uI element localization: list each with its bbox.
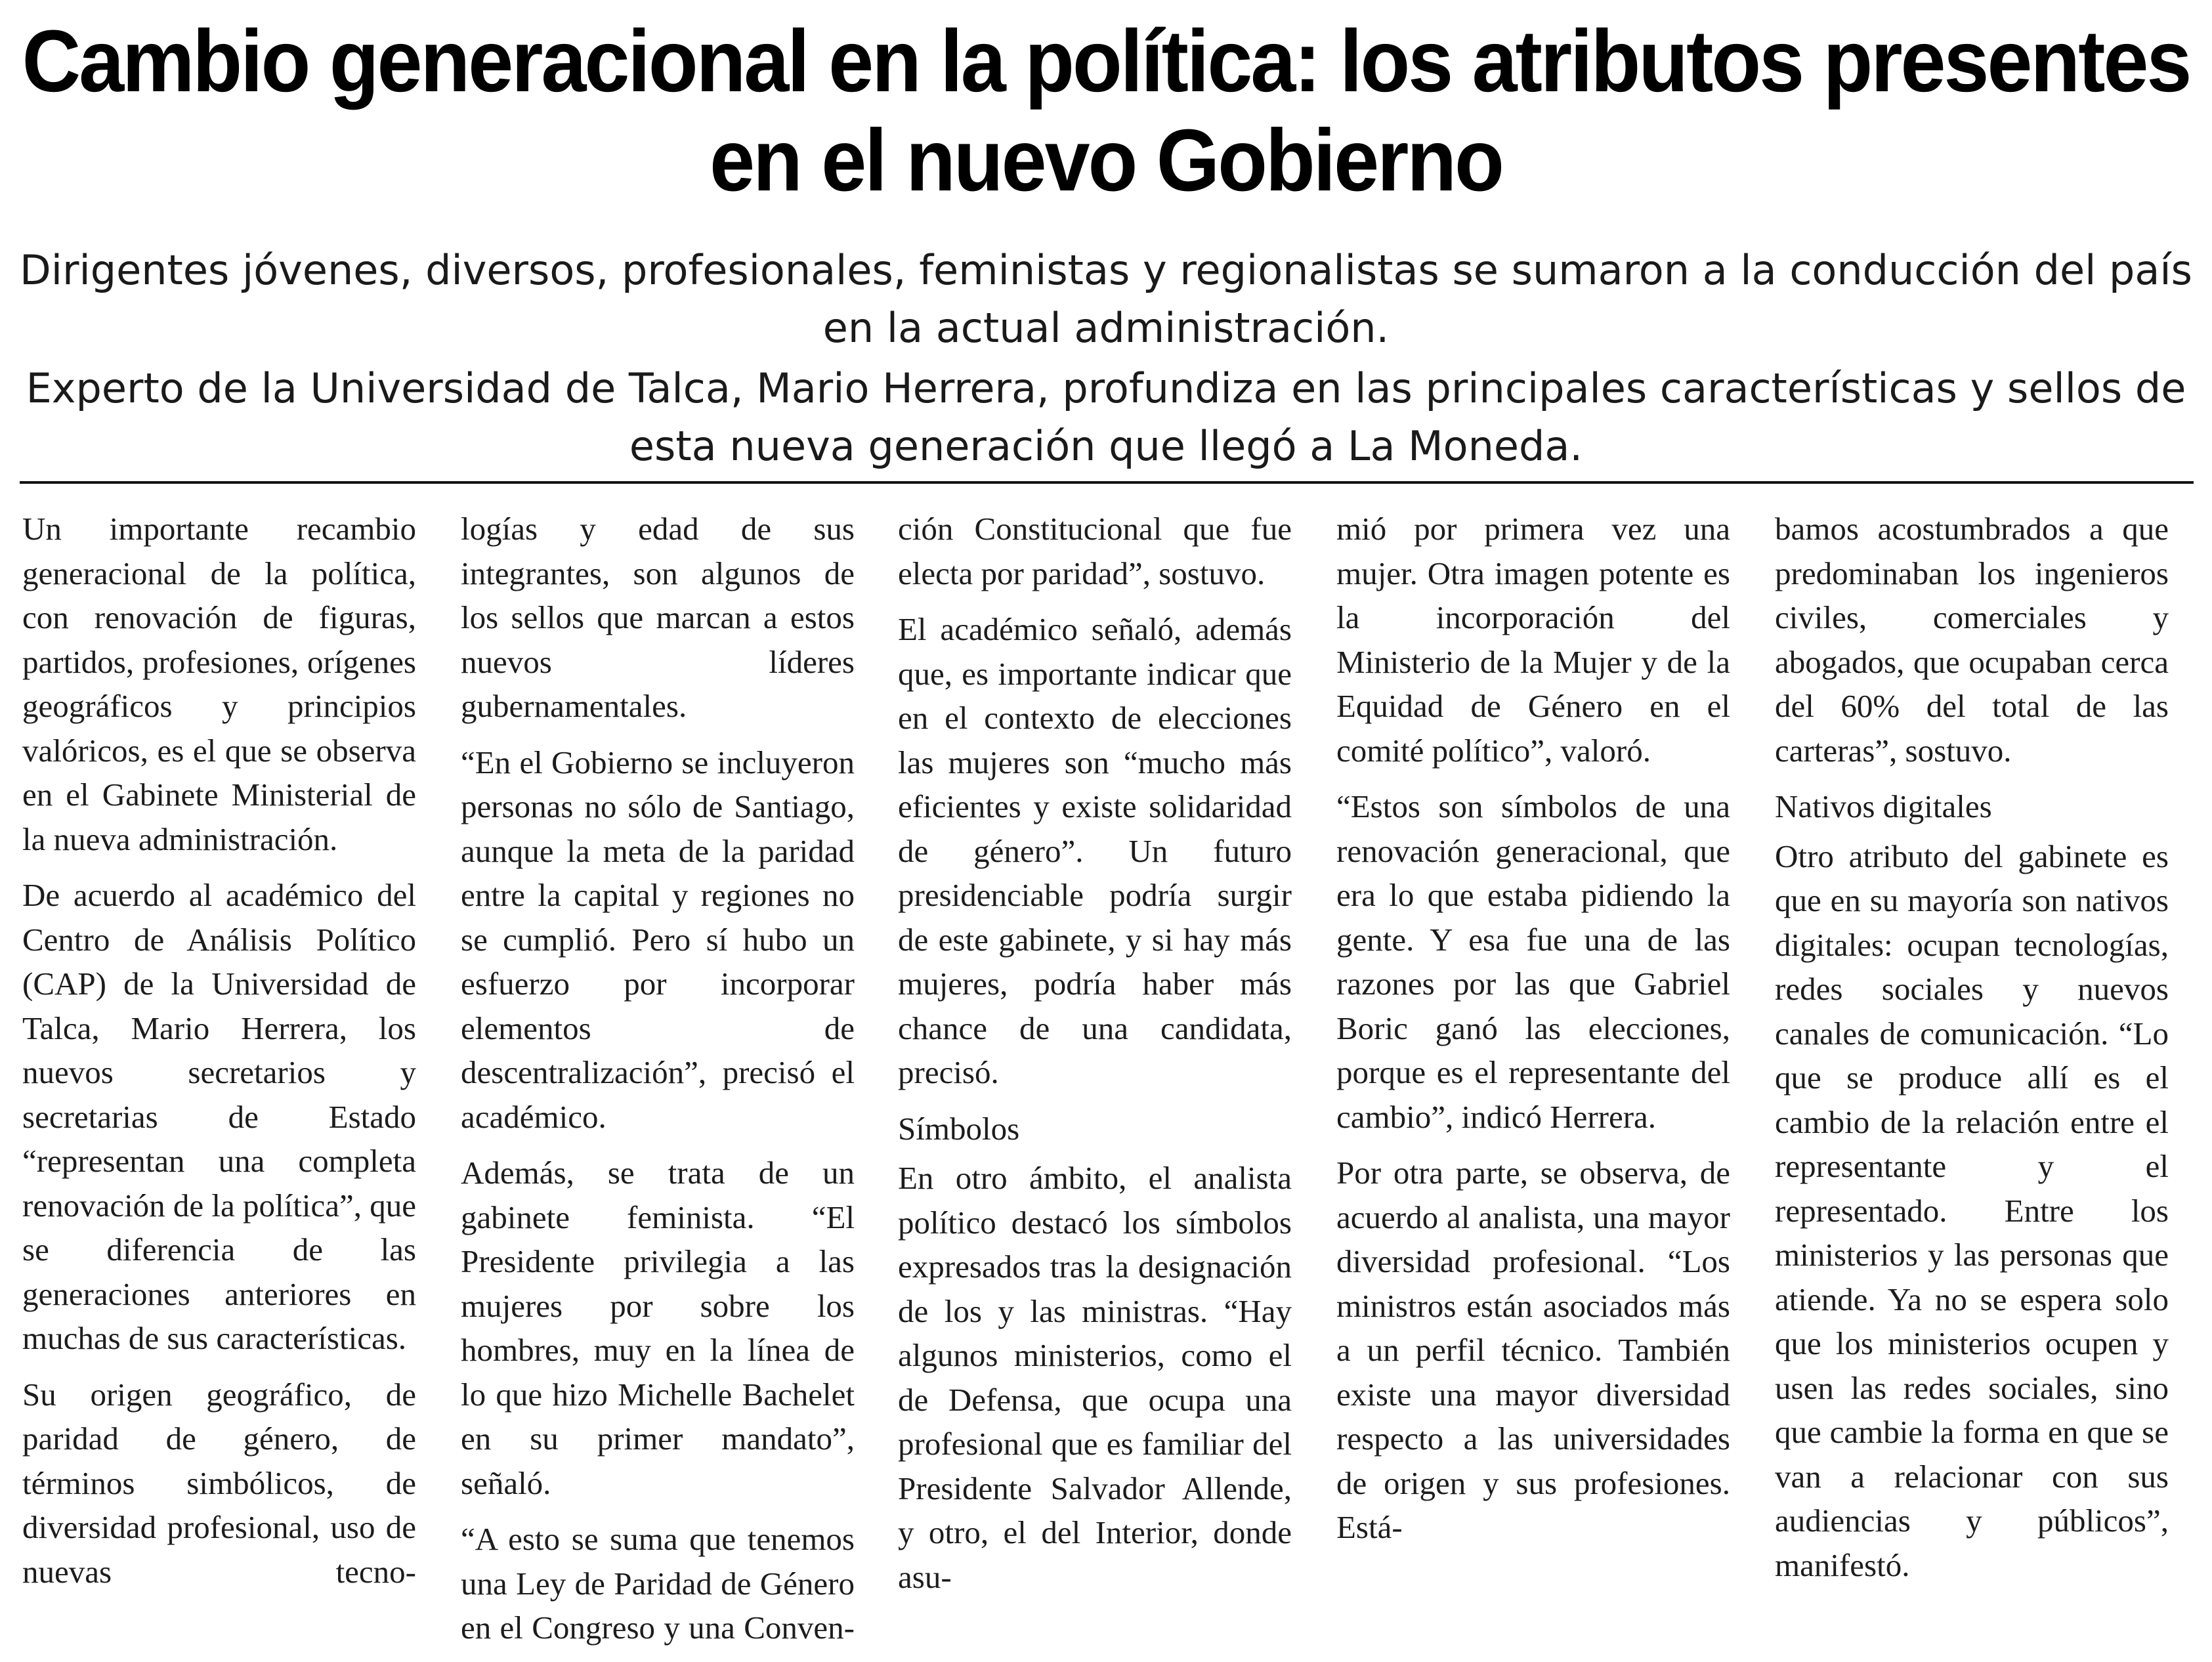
body-paragraph: logías y edad de sus integrantes, son algunos de los sellos que marcan a estos nuevos líderes gubernamentales. — [461, 511, 855, 724]
body-paragraph: Otro atributo del gabinete es que en su mayoría son nativos digitales: ocupan tecnologías, redes sociales y nuevos canales de comunicación. “Lo que se produce allí es el cambio de la relación entre el representante y el representado. Entre los ministerios y las personas que atiende. Ya no se espera solo que los ministerios ocupen y usen las redes sociales, sino que cambie la forma en que se van a relacionar con sus audiencias y públicos”, manifestó. — [1775, 838, 2169, 1583]
article-deck-2: Experto de la Universidad de Talca, Mario Herrera, profundiza en las principales características y sellos de esta nueva generación que llegó a La Moneda. — [26, 364, 2186, 470]
article-column-4 — [1336, 507, 1730, 1562]
body-paragraph: bamos acostumbrados a que predominaban los ingenieros civiles, comerciales y abogados, que ocupaban cerca del 60% del total de las carteras”, sostuvo. — [1775, 511, 2169, 769]
article-column-3 — [898, 507, 1292, 1611]
body-paragraph: Su origen geográfico, de paridad de género, de términos simbólicos, de diversidad profesional, uso de nuevas tecno- — [22, 1376, 416, 1590]
body-paragraph: Además, se trata de un gabinete feminista. “El Presidente privilegia a las mujeres por sobre los hombres, muy en la línea de lo que hizo Michelle Bachelet en su primer mandato”, señaló. — [461, 1155, 855, 1501]
body-paragraph: Por otra parte, se observa, de acuerdo al analista, una mayor diversidad profesional. “Los ministros están asociados más a un perfil técnico. También existe una mayor diversidad respecto a las universidades de origen y sus profesiones. Está- — [1336, 1155, 1730, 1545]
body-paragraph: “En el Gobierno se incluyeron personas no sólo de Santiago, aunque la meta de la paridad entre la capital y regiones no se cumplió. Pero sí hubo un esfuerzo por incorporar elementos de descentralización”, precisó el académico. — [461, 744, 855, 1135]
article-column-5 — [1775, 507, 2169, 1599]
body-paragraph: “A esto se suma que tenemos una Ley de Paridad de Género en el Congreso y una Conven- — [461, 1521, 855, 1646]
body-paragraph: El académico señaló, además que, es importante indicar que en el contexto de elecciones las mujeres son “mucho más eficientes y existe solidaridad de género”. Un futuro presidenciable podría surgir de este gabinete, y si hay más mujeres, podría haber más chance de una candidata, precisó. — [898, 611, 1292, 1090]
body-paragraph: De acuerdo al académico del Centro de Análisis Político (CAP) de la Universidad de Talca, Mario Herrera, los nuevos secretarios y secretarias de Estado “representan una completa renovación de la política”, que se diferencia de las generaciones anteriores en muchas de sus características. — [22, 877, 416, 1356]
header-divider — [20, 481, 2194, 484]
article-body — [22, 507, 2192, 1646]
body-paragraph: “Estos son símbolos de una renovación generacional, que era lo que estaba pidiendo la gente. Y esa fue una de las razones por las que Gabriel Boric ganó las elecciones, porque es el representante del cambio”, indicó Herrera. — [1336, 788, 1730, 1135]
article-column-1 — [22, 507, 416, 1606]
body-paragraph: En otro ámbito, el analista político destacó los símbolos expresados tras la designación de los y las ministras. “Hay algunos ministerios, como el de Defensa, que ocupa una profesional que es familiar del Presidente Salvador Allende, y otro, el del Interior, donde asu- — [898, 1160, 1292, 1595]
article-column-2 — [461, 507, 855, 1662]
body-paragraph: Un importante recambio generacional de la política, con renovación de figuras, partidos, profesiones, orígenes geográficos y principios valóricos, es el que se observa en el Gabinete Ministerial de la nueva administración. — [22, 511, 416, 857]
subheading-nativos-digitales: Nativos digitales — [1775, 788, 1992, 824]
body-paragraph: ción Constitucional que fue electa por paridad”, sostuvo. — [898, 511, 1292, 591]
article-deck-1: Dirigentes jóvenes, diversos, profesionales, feministas y regionalistas se sumaron a la conducción del país en la actual administración. — [20, 246, 2192, 352]
subheading-simbolos: Símbolos — [898, 1110, 1020, 1147]
article-headline: Cambio generacional en la política: los atributos presentes en el nuevo Gobierno — [22, 12, 2190, 210]
body-paragraph: mió por primera vez una mujer. Otra imagen potente es la incorporación del Ministerio de la Mujer y de la Equidad de Género en el comité político”, valoró. — [1336, 511, 1730, 769]
